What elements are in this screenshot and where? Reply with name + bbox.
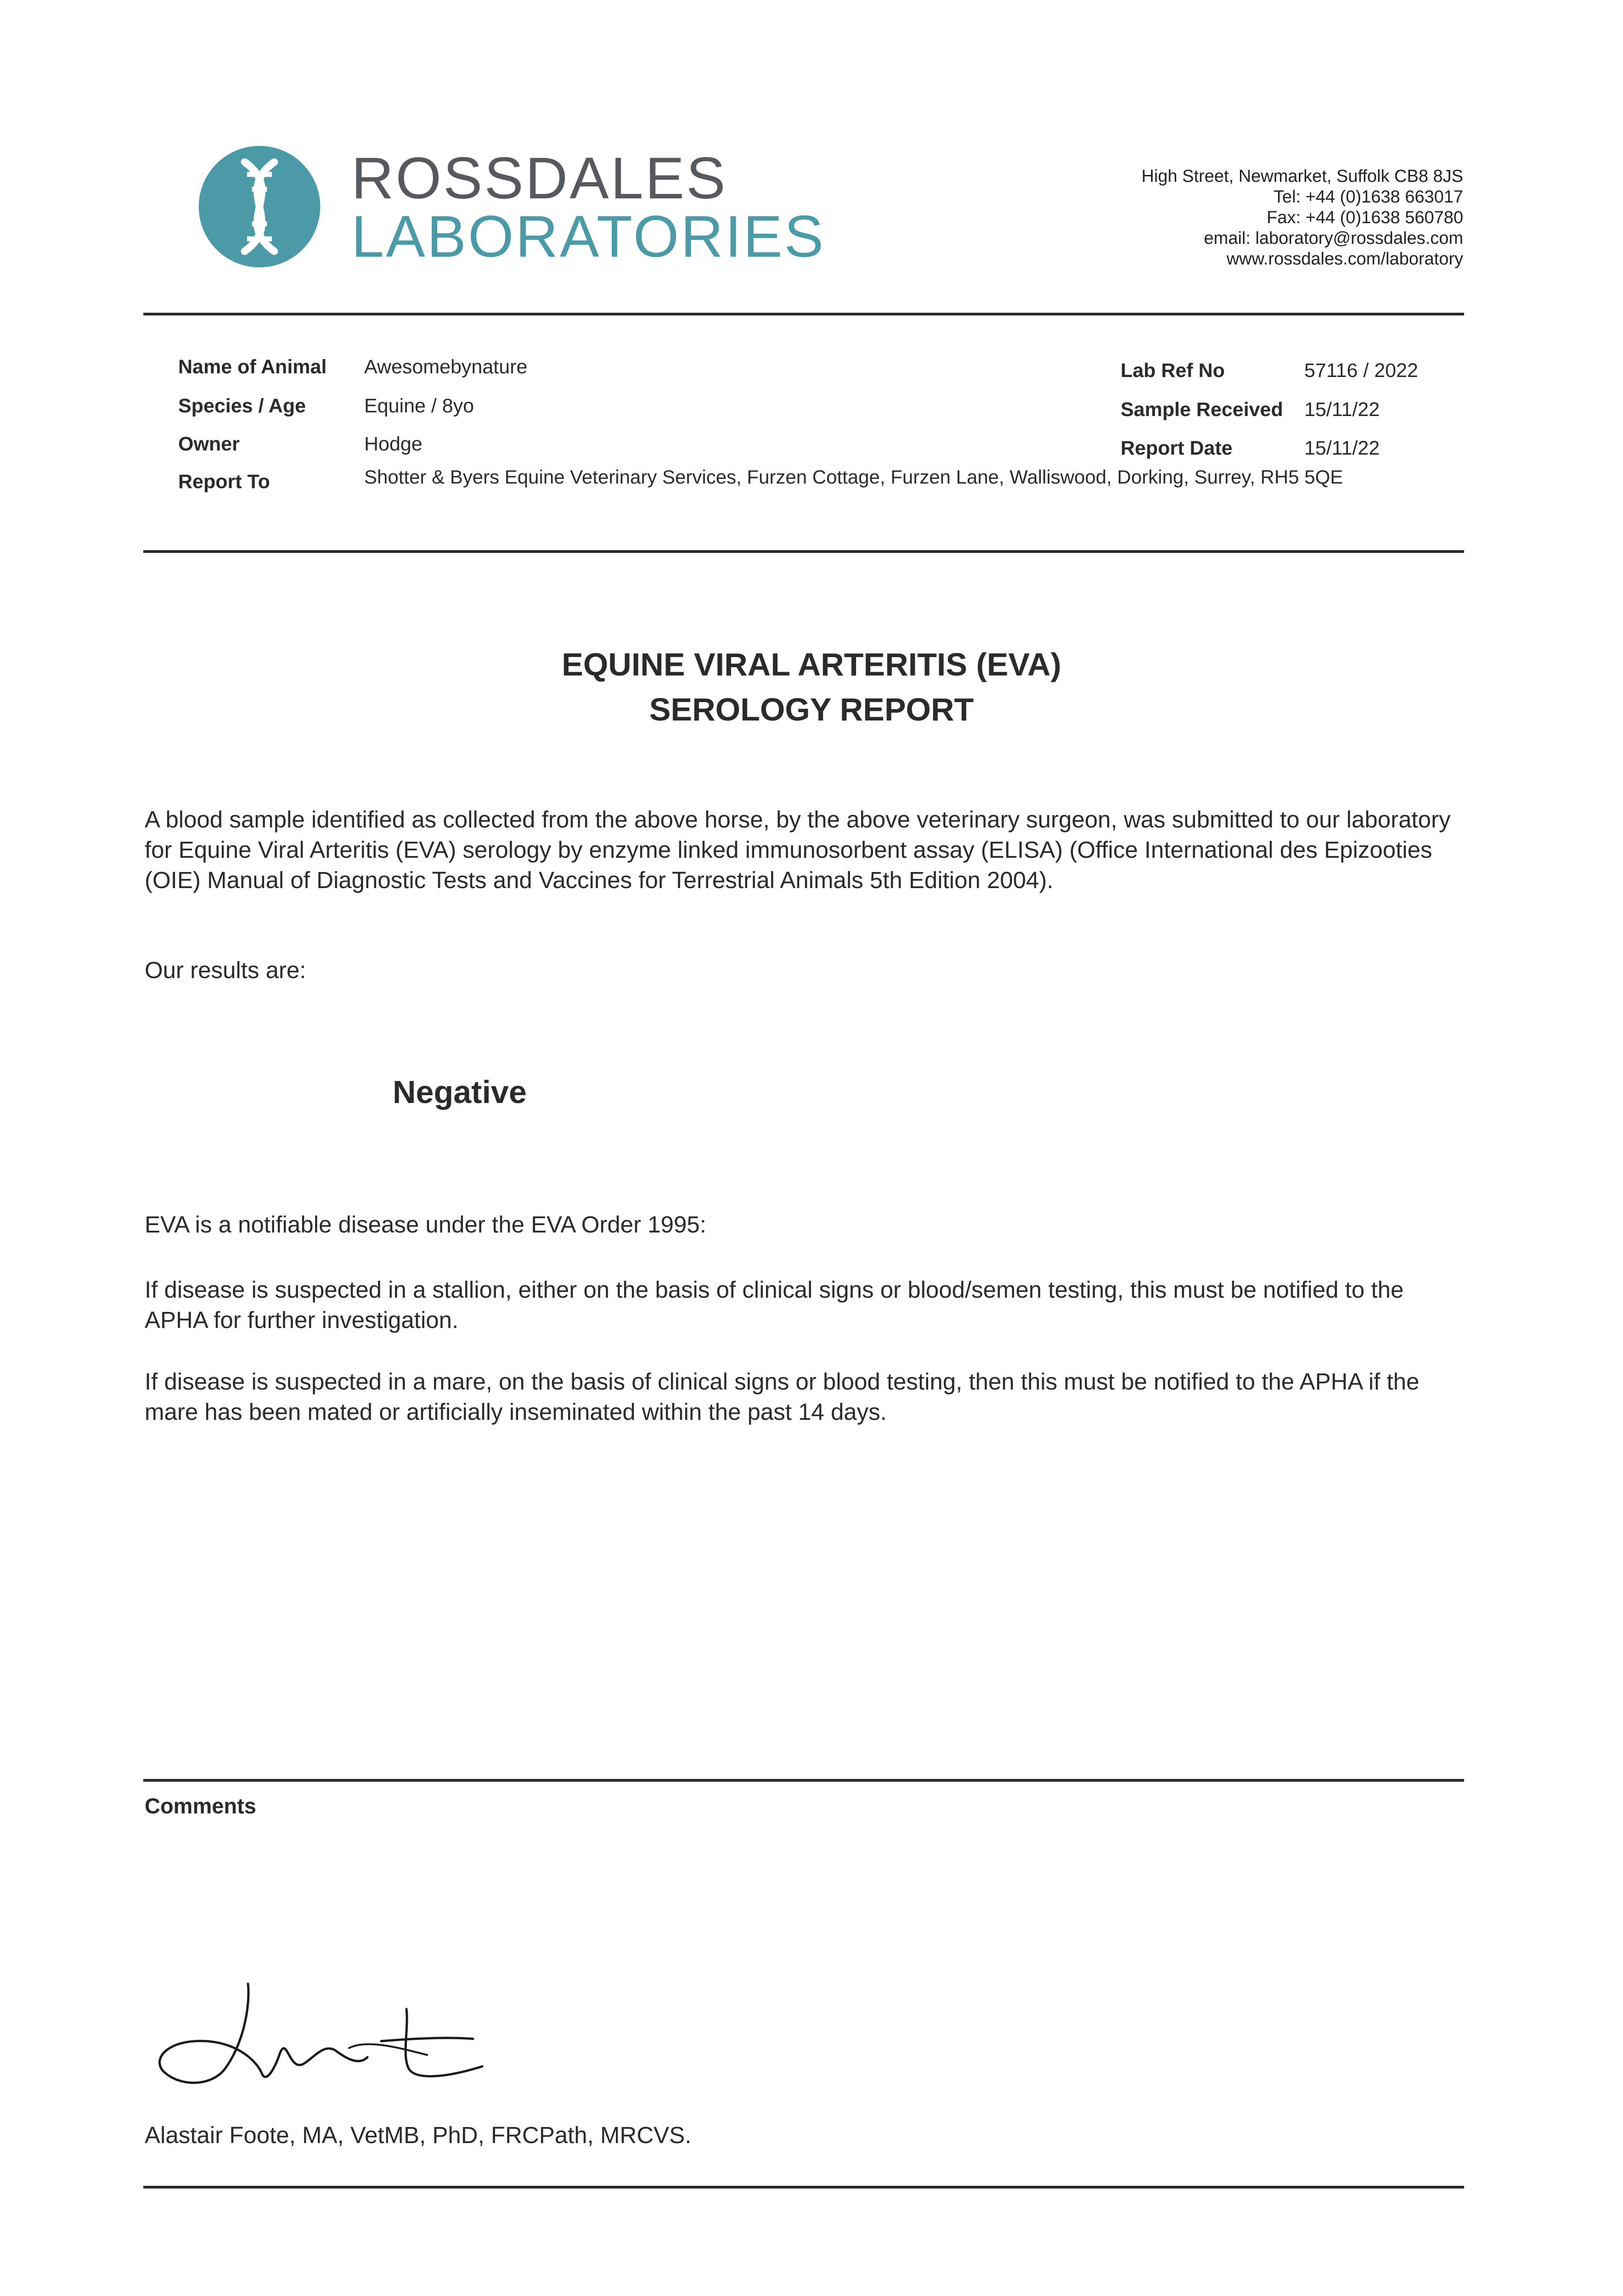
handwritten-signature [152,1975,487,2094]
lab-ref-value: 57116 / 2022 [1304,360,1418,382]
result-value: Negative [393,1074,527,1110]
address-tel: Tel: +44 (0)1638 663017 [1273,187,1463,207]
lab-address [1142,166,1463,270]
sample-received-label: Sample Received [1121,399,1283,421]
name-of-animal-value: Awesomebynature [364,356,528,378]
species-age-value: Equine / 8yo [364,395,474,417]
owner-value: Hodge [364,433,423,455]
name-of-animal-label: Name of Animal [178,356,327,378]
notifiable-statement: EVA is a notifiable disease under the EVA Order 1995: [145,1211,706,1238]
comments-divider [143,1779,1464,1782]
report-to-label: Report To [178,471,270,493]
details-divider [143,550,1464,553]
stallion-note: If disease is suspected in a stallion, either on the basis of clinical signs or blood/semen testing, this must be notified to the APHA for further investigation. [145,1277,1404,1333]
mare-note: If disease is suspected in a mare, on the basis of clinical signs or blood testing, then this must be notified to the APHA if the mare has been mated or artificially inseminated within the past 14 days. [145,1368,1420,1425]
report-title: EQUINE VIRAL ARTERITIS (EVA) [562,647,1061,682]
footer-divider [143,2186,1464,2189]
comments-label: Comments [145,1794,256,1818]
owner-label: Owner [178,433,240,455]
brand-name-line2: LABORATORIES [351,204,825,270]
address-email: email: laboratory@rossdales.com [1204,229,1463,248]
results-lead: Our results are: [145,957,306,983]
intro-paragraph: A blood sample identified as collected from the above horse, by the above veterinary surgeon, was submitted to our laboratory for Equine Viral Arteritis (EVA) serology by enzyme linked immunosorbent assay (ELISA) (Office International des Epizooties (OIE) Manual of Diagnostic Tests and Vaccines for Terrestrial Animals 5th Edition 2004). [145,806,1451,893]
sample-received-value: 15/11/22 [1304,399,1380,421]
lab-ref-label: Lab Ref No [1121,360,1225,382]
report-subtitle: SEROLOGY REPORT [649,692,974,727]
signer-name: Alastair Foote, MA, VetMB, PhD, FRCPath, MRCVS. [145,2122,692,2148]
report-date-label: Report Date [1121,437,1233,459]
address-website: www.rossdales.com/laboratory [1226,249,1463,269]
species-age-label: Species / Age [178,395,306,417]
dna-helix-icon [197,145,321,269]
brand-name-line1: ROSSDALES [351,146,727,211]
header-divider [143,313,1464,315]
report-date-value: 15/11/22 [1304,437,1380,459]
address-fax: Fax: +44 (0)1638 560780 [1267,208,1463,227]
address-street: High Street, Newmarket, Suffolk CB8 8JS [1141,167,1463,186]
report-to-value: Shotter & Byers Equine Veterinary Services, Furzen Cottage, Furzen Lane, Walliswood, Dorking, Surrey, RH5 5QE [364,466,1343,488]
